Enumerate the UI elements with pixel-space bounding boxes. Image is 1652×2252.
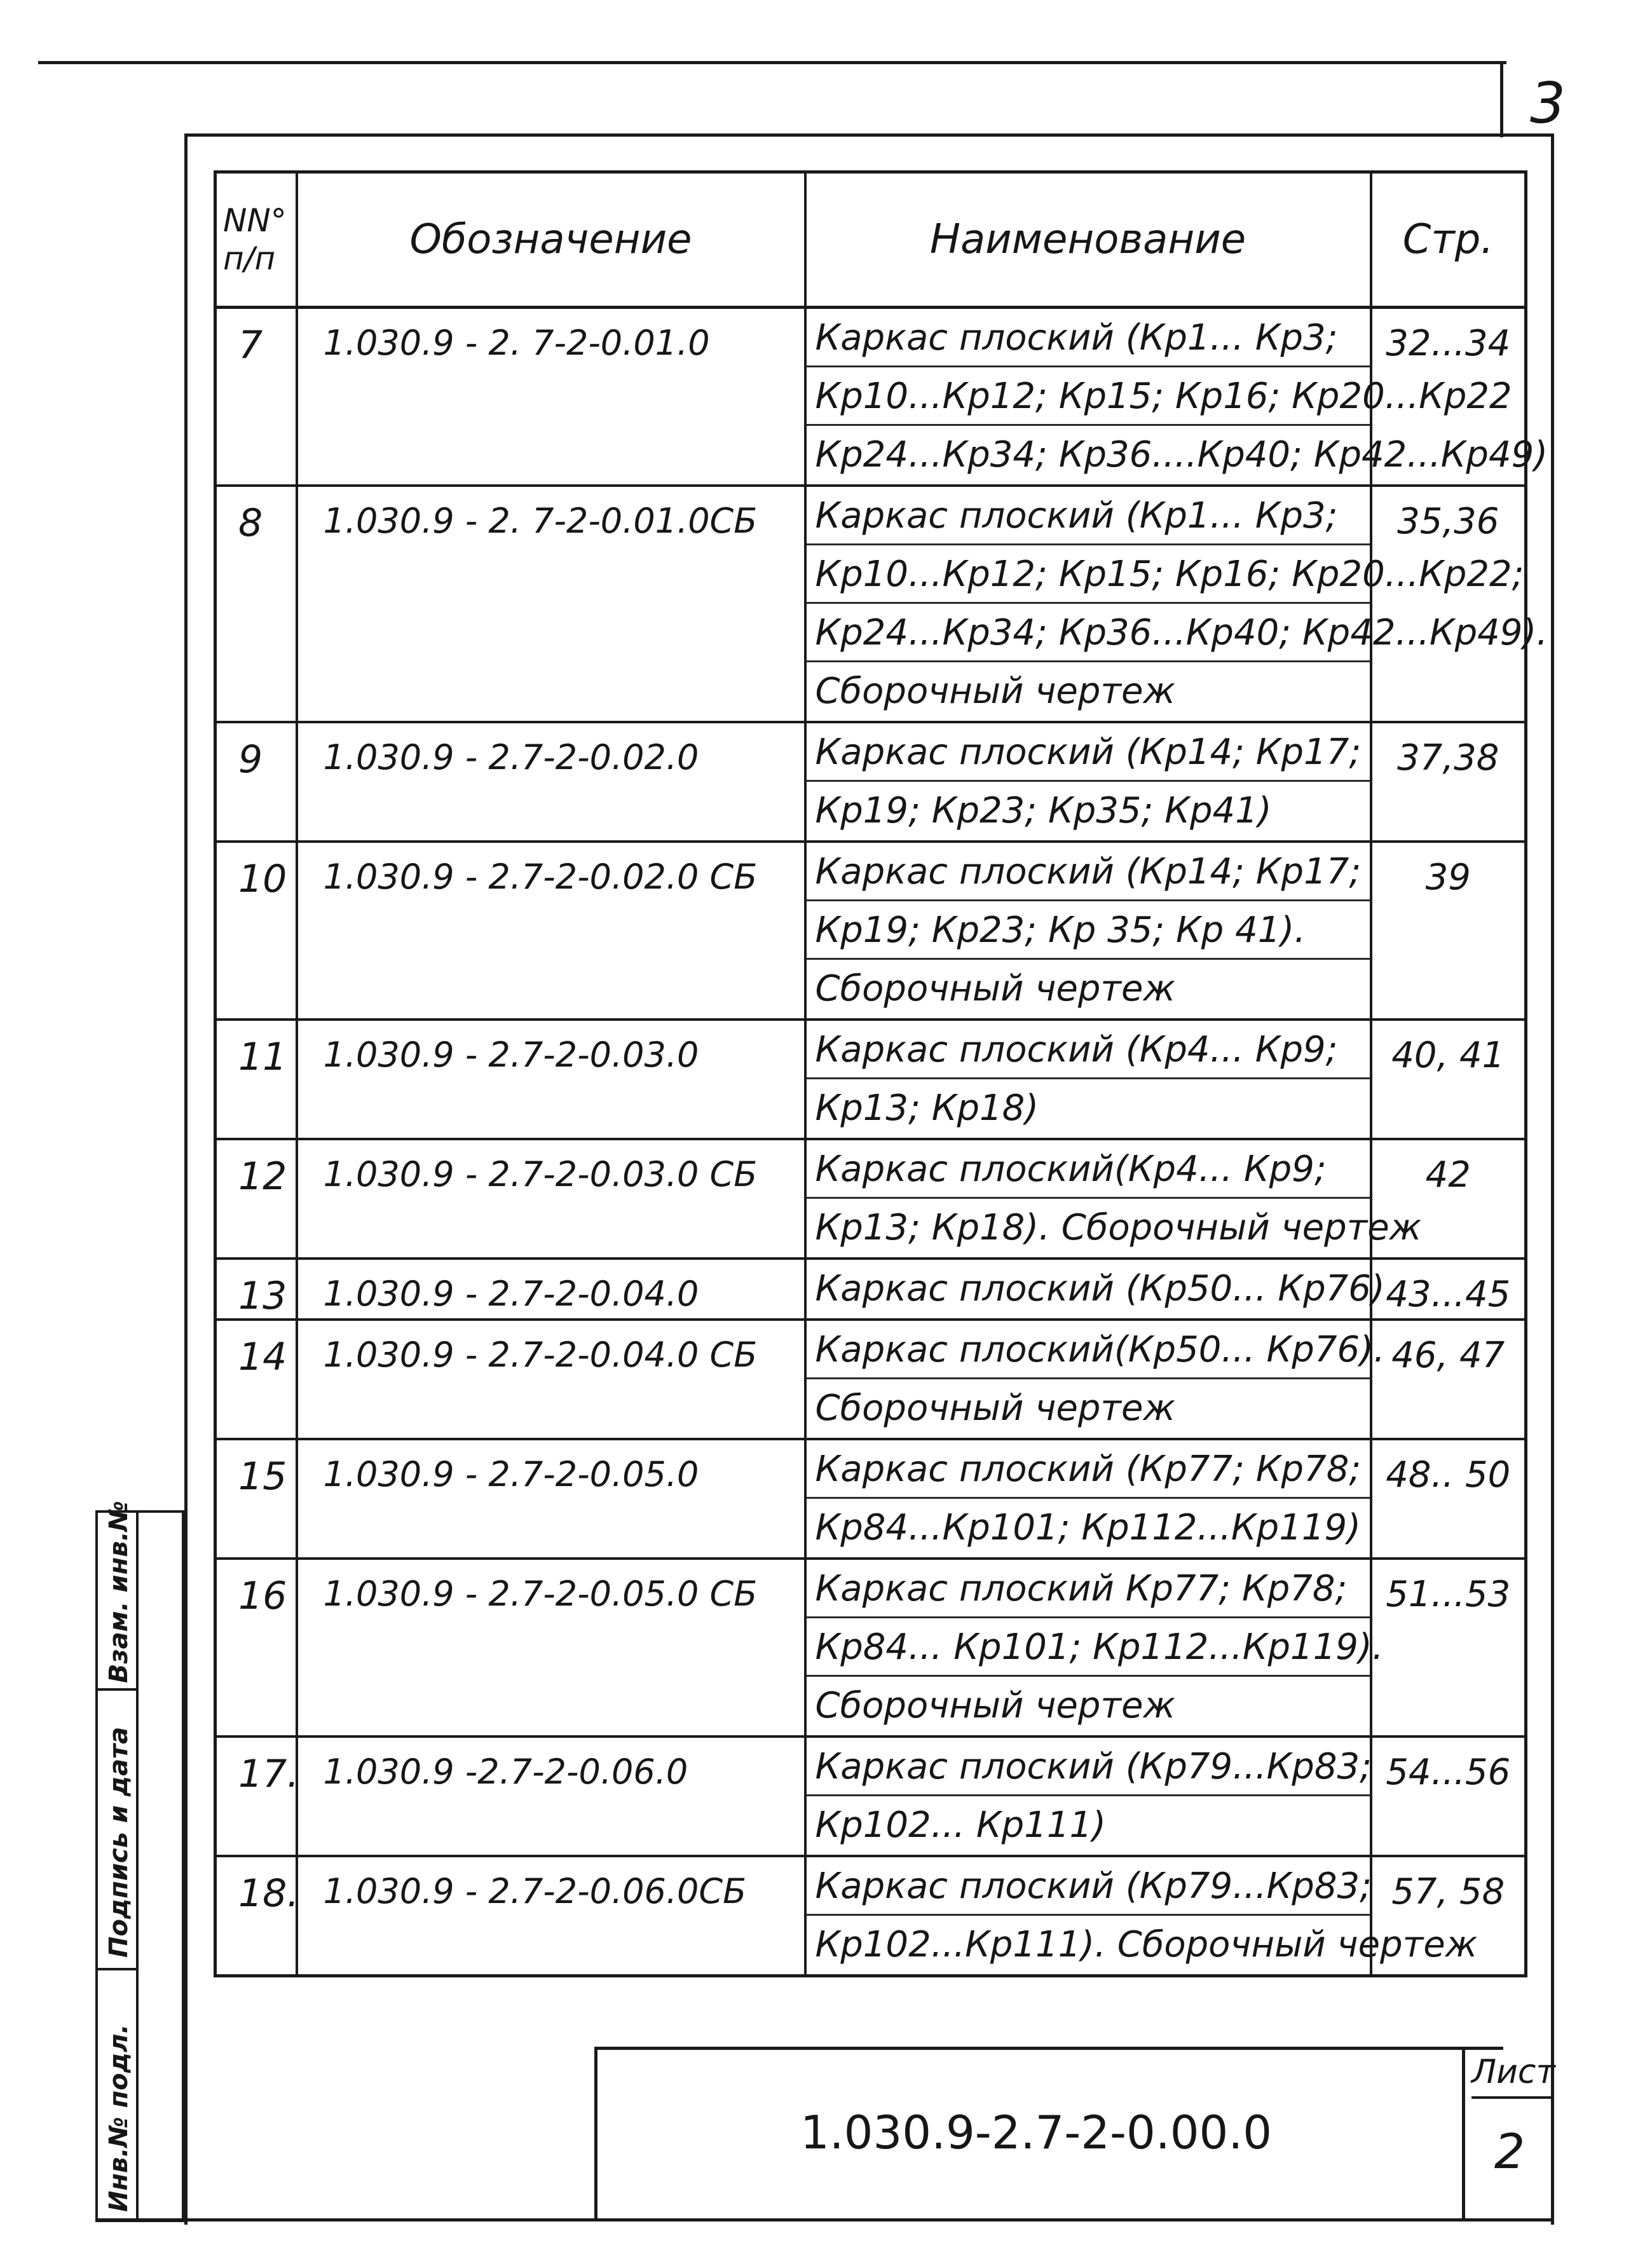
row-number: 12 (215, 1139, 297, 1259)
table-header-row (215, 172, 1526, 308)
title-block (594, 2047, 1503, 2218)
row-name-line: Каркас плоский(Кр4... Кр9; (807, 1140, 1370, 1199)
table-body (215, 308, 1548, 1976)
row-designation: 1.030.9 - 2.7-2-0.06.0СБ (297, 1856, 805, 1976)
row-name-line: Каркас плоский (Кр79...Кр83; (807, 1738, 1370, 1796)
row-name-line: Кр19; Кр23; Кр 35; Кр 41). (807, 901, 1370, 960)
document-code: 1.030.9-2.7-2-0.00.0 (800, 2106, 1273, 2159)
row-name-line: Кр84...Кр101; Кр112...Кр119) (815, 1507, 1361, 1548)
row-pages: 39 (1371, 842, 1526, 1020)
row-name-line: Сборочный чертеж (815, 1388, 1175, 1429)
specification-table (214, 170, 1548, 1977)
row-pages: 32...34 (1371, 308, 1526, 486)
row-name-line: Каркас плоский (Кр4... Кр9; (807, 1021, 1370, 1079)
row-number: 13 (215, 1259, 297, 1320)
row-name-line: Каркас плоский (Кр79...Кр83; (807, 1857, 1370, 1916)
row-number: 11 (215, 1020, 297, 1139)
sheet-box (1462, 2047, 1554, 2218)
side-cell-inv-podl (98, 1970, 139, 2220)
row-name (805, 1259, 1385, 1320)
table-row (215, 1139, 1526, 1259)
row-designation: 1.030.9 - 2.7-2-0.05.0 (297, 1439, 805, 1559)
row-pages: 54...56 (1371, 1737, 1526, 1856)
row-number: 14 (215, 1320, 297, 1439)
row-name-line: Кр24...Кр34; Кр36...Кр40; Кр42...Кр49). (807, 604, 1370, 662)
row-designation: 1.030.9 - 2.7-2-0.03.0 (297, 1020, 805, 1139)
row-designation: 1.030.9 - 2.7-2-0.04.0 (297, 1259, 805, 1320)
row-designation: 1.030.9 - 2.7-2-0.02.0 (297, 722, 805, 842)
row-number: 10 (215, 842, 297, 1020)
frame-inner-top-line (184, 133, 1554, 137)
row-designation: 1.030.9 -2.7-2-0.06.0 (297, 1737, 805, 1856)
table-row (215, 1737, 1526, 1856)
table-row (215, 486, 1526, 722)
row-number: 18. (215, 1856, 297, 1976)
row-designation: 1.030.9 - 2.7-2-0.03.0 СБ (297, 1139, 805, 1259)
row-name (805, 1139, 1422, 1259)
table-row (215, 308, 1526, 486)
table-row (215, 1020, 1526, 1139)
header-page: Стр. (1371, 172, 1526, 308)
sheet-label: Лист (1471, 2053, 1554, 2099)
row-number: 9 (215, 722, 297, 842)
row-name (805, 722, 1371, 842)
table-row (215, 1856, 1526, 1976)
row-name-line: Кр10...Кр12; Кр15; Кр16; Кр20...Кр22 (807, 367, 1370, 426)
row-name (805, 842, 1371, 1020)
row-name (805, 1559, 1384, 1737)
row-name-line: Кр102... Кр111) (815, 1805, 1106, 1846)
row-designation: 1.030.9 - 2.7-2-0.05.0 СБ (297, 1559, 805, 1737)
side-label-signature-date: Подпись и дата (104, 1726, 133, 1958)
row-pages: 57, 58 (1371, 1856, 1526, 1976)
row-name-line: Сборочный чертеж (815, 968, 1175, 1009)
side-label-inv-podl: Инв.№ подл. (104, 2024, 133, 2212)
row-name (805, 1439, 1371, 1559)
row-name-line: Каркас плоский (Кр14; Кр17; (807, 723, 1370, 782)
row-name-line: Кр102...Кр111). Сборочный чертеж (815, 1924, 1478, 1965)
row-pages: 35,36 (1371, 486, 1526, 722)
row-pages: 46, 47 (1371, 1320, 1526, 1439)
row-pages: 51...53 (1371, 1559, 1526, 1737)
table-row (215, 1259, 1526, 1320)
sheet-number: 2 (1494, 2123, 1526, 2180)
corner-page-number: 3 (1530, 71, 1566, 136)
row-name-line: Кр13; Кр18). Сборочный чертеж (815, 1207, 1422, 1248)
row-pages: 40, 41 (1371, 1020, 1526, 1139)
row-designation: 1.030.9 - 2.7-2-0.02.0 СБ (297, 842, 805, 1020)
row-number: 8 (215, 486, 297, 722)
frame-bottom-line (95, 2218, 1554, 2221)
row-number: 15 (215, 1439, 297, 1559)
row-number: 7 (215, 308, 297, 486)
row-name-line: Кр84... Кр101; Кр112...Кр119). (807, 1618, 1370, 1677)
row-name-line: Кр13; Кр18) (815, 1088, 1039, 1129)
row-pages: 43...45 (1371, 1259, 1526, 1320)
row-name (805, 1020, 1371, 1139)
row-pages: 37,38 (1371, 722, 1526, 842)
row-pages: 42 (1371, 1139, 1526, 1259)
row-designation: 1.030.9 - 2.7-2-0.04.0 СБ (297, 1320, 805, 1439)
table-row (215, 722, 1526, 842)
row-name-line: Каркас плоский (Кр1... Кр3; (807, 487, 1370, 545)
frame-top-line (38, 61, 1506, 64)
row-number: 17. (215, 1737, 297, 1856)
header-name: Наименование (805, 172, 1371, 308)
row-name (805, 1737, 1371, 1856)
row-name-line: Кр24...Кр34; Кр36....Кр40; Кр42...Кр49) (815, 434, 1548, 475)
row-pages: 48.. 50 (1371, 1439, 1526, 1559)
frame-right-line (1551, 133, 1554, 2225)
row-number: 16 (215, 1559, 297, 1737)
row-name-line: Кр19; Кр23; Кр35; Кр41) (815, 790, 1272, 831)
row-designation: 1.030.9 - 2. 7-2-0.01.0СБ (297, 486, 805, 722)
header-designation: Обозначение (297, 172, 805, 308)
row-name-line: Каркас плоский (Кр50... Кр76) (815, 1268, 1385, 1309)
table-row (215, 842, 1526, 1020)
row-name-line: Кр10...Кр12; Кр15; Кр16; Кр20...Кр22; (807, 545, 1370, 604)
table-row (215, 1320, 1526, 1439)
row-name-line: Каркас плоский(Кр50... Кр76). (807, 1321, 1370, 1379)
row-designation: 1.030.9 - 2. 7-2-0.01.0 (297, 308, 805, 486)
row-name (805, 1320, 1385, 1439)
side-cell-signature-date (98, 1691, 139, 1970)
side-strip (95, 1501, 184, 2222)
row-name-line: Сборочный чертеж (815, 671, 1175, 712)
row-name-line: Каркас плоский (Кр1... Кр3; (807, 309, 1370, 367)
row-name-line: Сборочный чертеж (815, 1685, 1175, 1726)
row-name-line: Каркас плоский Кр77; Кр78; (807, 1560, 1370, 1618)
side-cell-inv-vzam (98, 1501, 139, 1691)
table-row (215, 1559, 1526, 1737)
row-name-line: Каркас плоский (Кр77; Кр78; (807, 1440, 1370, 1499)
side-label-inv-vzam: Взам. инв.№ (104, 1501, 133, 1683)
row-name-line: Каркас плоский (Кр14; Кр17; (807, 843, 1370, 901)
table-row (215, 1439, 1526, 1559)
frame-left-line (184, 133, 188, 2225)
header-num: NN° п/п (215, 172, 297, 308)
